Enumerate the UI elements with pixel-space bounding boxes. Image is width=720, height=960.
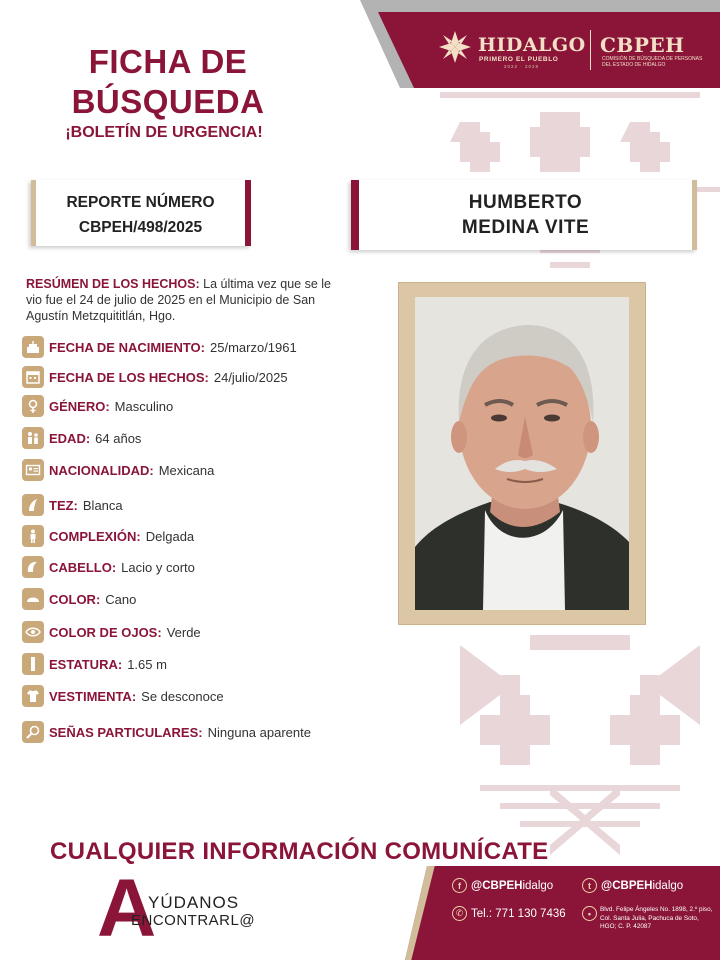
facebook-icon: f: [452, 878, 467, 893]
field-label: COLOR:: [49, 591, 101, 607]
address: Blvd. Felipe Ángeles No. 1898, 2.º piso, Col. Santa Julia, Pachuca de Soto, HGO; C. P. 42087: [600, 906, 713, 930]
field-gender: [22, 395, 173, 417]
body-icon: [22, 525, 44, 547]
brand-name: HIDALGO: [478, 34, 586, 56]
title-line-1: FICHA DE: [88, 43, 248, 80]
cake-icon: [22, 336, 44, 358]
field-hair: [22, 556, 195, 578]
phone-number: Tel.: 771 130 7436: [471, 907, 566, 920]
field-label: COMPLEXIÓN:: [49, 528, 141, 544]
summary-label: RESÚMEN DE LOS HECHOS: [26, 277, 196, 291]
field-value: Lacio y corto: [121, 559, 195, 575]
summary: RESÚMEN DE LOS HECHOS: La última vez que se le vio fue el 24 de julio de 2025 en el Municipio de San Agustín Metzquititlán, Hgo.: [26, 277, 331, 323]
field-height: [22, 653, 167, 675]
skin-icon: [22, 494, 44, 516]
facebook-handle-rest: idalgo: [522, 879, 554, 892]
field-age: [22, 427, 141, 449]
twitter-handle-bold: @CBPEH: [601, 879, 653, 892]
field-eye-color: [22, 621, 201, 643]
location-pin: [582, 906, 601, 921]
field-value: Delgada: [145, 528, 195, 544]
location-icon: •: [582, 906, 597, 921]
field-value: Mexicana: [158, 462, 215, 478]
person-photo: [415, 297, 629, 610]
field-label: CABELLO:: [49, 559, 117, 575]
ruler-icon: [22, 653, 44, 675]
magnifier-icon: [22, 721, 44, 743]
field-value: 1.65 m: [127, 656, 167, 672]
facebook-handle-bold: @CBPEH: [471, 879, 523, 892]
field-value: Ninguna aparente: [207, 724, 311, 740]
gender-icon: [22, 395, 44, 417]
shirt-icon: [22, 685, 44, 707]
id-card-icon: [22, 459, 44, 481]
phone-link[interactable]: [452, 906, 566, 921]
twitter-handle-rest: idalgo: [652, 879, 684, 892]
field-label: FECHA DE NACIMIENTO:: [49, 339, 205, 355]
field-value: Masculino: [114, 398, 174, 414]
campaign-line-1: YÚDANOS: [148, 893, 240, 912]
person-name-box: [351, 180, 697, 250]
facebook-link[interactable]: [452, 878, 553, 893]
hidalgo-flower-logo-icon: [438, 30, 472, 64]
field-label: SEÑAS PARTICULARES:: [49, 724, 203, 740]
field-value: 25/marzo/1961: [210, 339, 297, 355]
campaign-line-2: ENCONTRARL@: [131, 912, 256, 929]
field-value: Cano: [105, 591, 137, 607]
summary-text: La última vez que se le vio fue el 24 de julio de 2025 en el Municipio de San Agustín Metzquititlán, Hgo.: [26, 277, 331, 323]
twitter-icon: t: [582, 878, 597, 893]
decorative-pattern: [540, 785, 630, 855]
field-birthdate: [22, 336, 297, 358]
field-build: [22, 525, 194, 547]
field-event-date: [22, 366, 288, 388]
brand-slogan: PRIMERO EL PUEBLO: [479, 56, 559, 63]
page-title: [48, 42, 288, 122]
field-hair-color: [22, 588, 136, 610]
brand-years: 2022 · 2028: [504, 64, 540, 69]
call-to-action: CUALQUIER INFORMACIÓN COMUNÍCATE: [50, 838, 549, 865]
field-label: EDAD:: [49, 430, 91, 446]
field-label: TEZ:: [49, 497, 78, 513]
campaign-logo-letter: A: [97, 863, 157, 954]
field-clothing: [22, 685, 224, 707]
field-value: 64 años: [95, 430, 142, 446]
page-subtitle: ¡BOLETÍN DE URGENCIA!: [65, 124, 263, 141]
field-value: 24/julio/2025: [213, 369, 288, 385]
field-distinguishing-marks: [22, 721, 311, 743]
field-nationality: [22, 459, 214, 481]
agency-acronym: CBPEH: [600, 33, 685, 57]
field-label: ESTATURA:: [49, 656, 123, 672]
hair-icon: [22, 556, 44, 578]
field-value: Verde: [166, 624, 201, 640]
calendar-icon: [22, 366, 44, 388]
report-label: REPORTE NÚMERO: [66, 194, 215, 211]
person-first-name: HUMBERTO: [468, 192, 583, 213]
phone-icon: ✆: [452, 906, 467, 921]
field-label: FECHA DE LOS HECHOS:: [49, 369, 209, 385]
field-label: COLOR DE OJOS:: [49, 624, 162, 640]
title-line-2: BÚSQUEDA: [71, 83, 265, 120]
agency-full-name: COMISIÓN DE BÚSQUEDA DE PERSONAS DEL ESTADO DE HIDALGO: [602, 56, 703, 68]
age-icon: [22, 427, 44, 449]
color-icon: [22, 588, 44, 610]
logo-divider: [590, 30, 591, 70]
field-value: Blanca: [82, 497, 123, 513]
field-label: GÉNERO:: [49, 398, 110, 414]
report-number: CBPEH/498/2025: [78, 219, 203, 236]
eye-icon: [22, 621, 44, 643]
field-label: NACIONALIDAD:: [49, 462, 154, 478]
person-last-name: MEDINA VITE: [461, 217, 590, 238]
field-value: Se desconoce: [141, 688, 224, 704]
report-number-box: [31, 180, 251, 246]
twitter-link[interactable]: [582, 878, 683, 893]
photo-frame: [398, 282, 646, 625]
field-label: VESTIMENTA:: [49, 688, 137, 704]
field-skin: [22, 494, 123, 516]
